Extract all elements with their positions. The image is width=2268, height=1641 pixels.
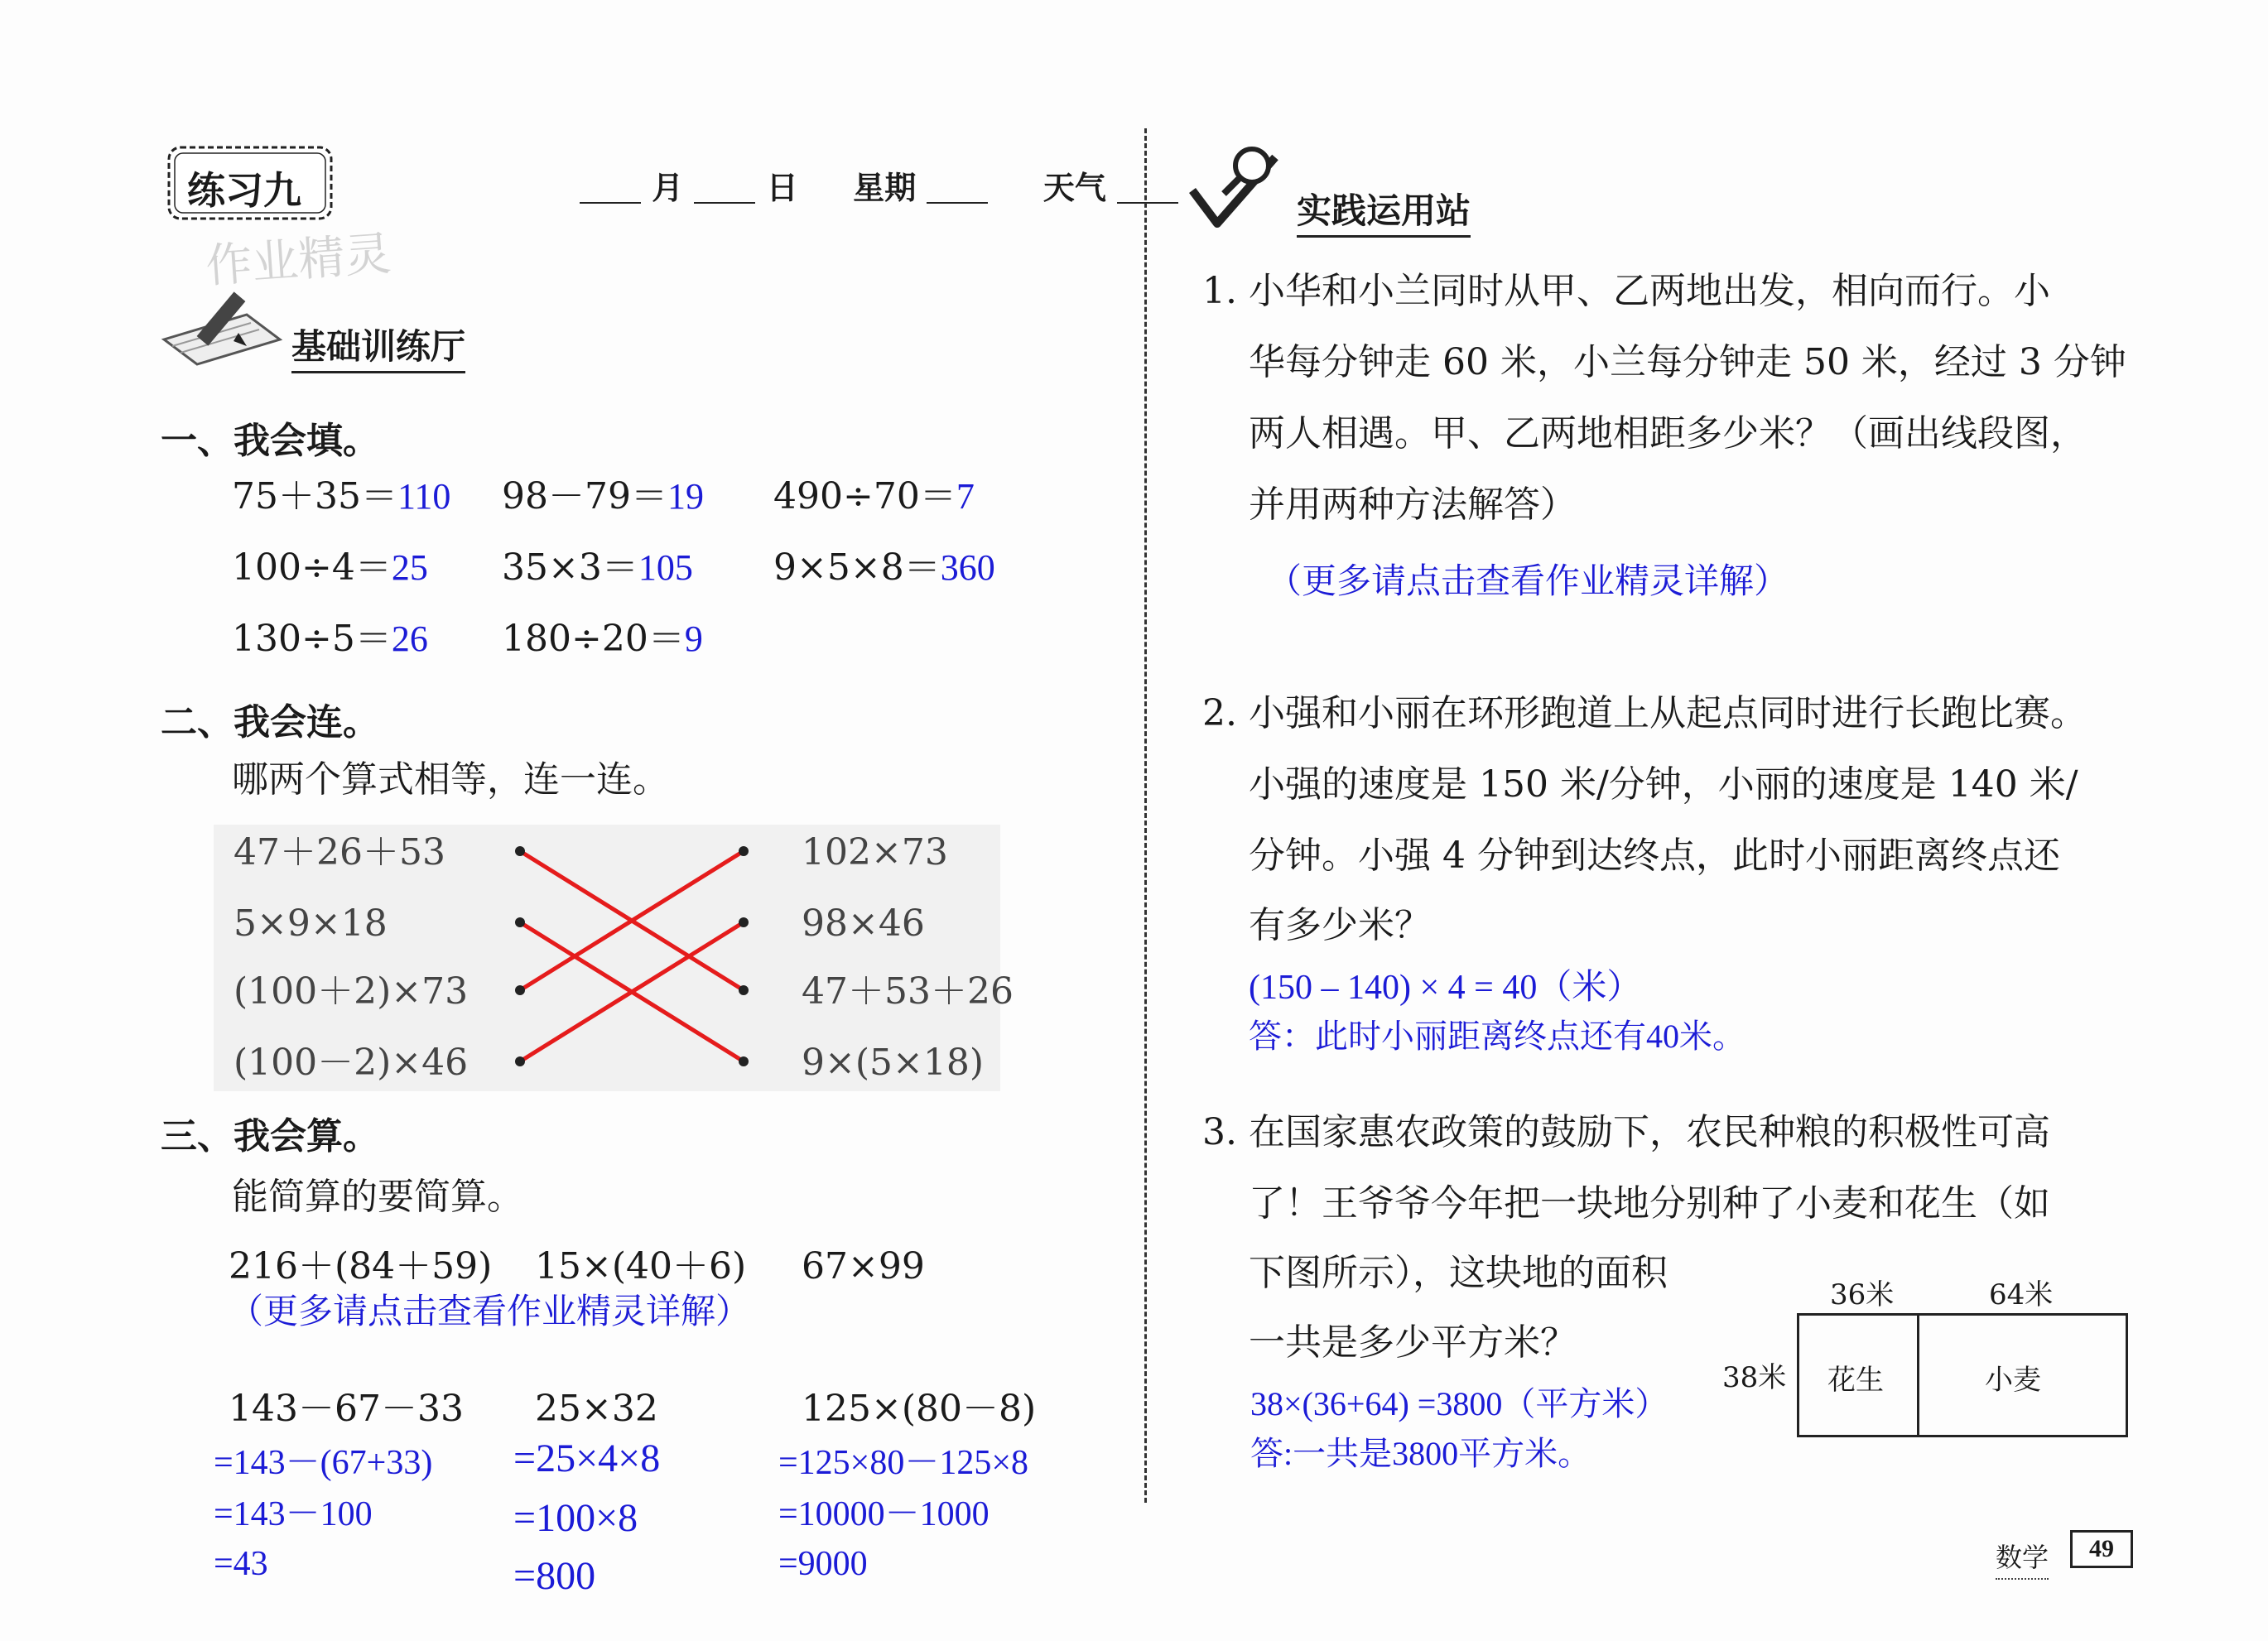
field-area-diagram xyxy=(1722,1272,2136,1470)
q3-answer-calc: 38×(36+64) =3800（平方米） xyxy=(1250,1385,1668,1422)
answer: 19 xyxy=(667,476,704,517)
answer: 105 xyxy=(638,547,693,588)
exercise-title: 练习九 xyxy=(187,168,301,213)
fill-item: 35×3＝105 xyxy=(502,546,693,589)
q2-answer-text: 答：此时小丽距离终点还有40米。 xyxy=(1249,1018,1746,1055)
match-right-item[interactable]: 98×46 xyxy=(802,902,925,945)
q2-line: 分钟。小强 4 分钟到达终点，此时小丽距离终点还 xyxy=(1249,835,2060,877)
page-number: 49 xyxy=(2070,1530,2133,1568)
match-left-item[interactable]: (100－2)×46 xyxy=(234,1042,469,1084)
more-solutions-link[interactable]: （更多请点击查看作业精灵详解） xyxy=(1267,563,1789,601)
calc-problem: 125×(80－8) xyxy=(802,1388,1037,1430)
solution-step: =125×80－125×8 xyxy=(778,1444,1029,1482)
solution-step: =10000－1000 xyxy=(778,1495,990,1533)
solution-step: =143－100 xyxy=(214,1495,373,1533)
subject-label: 数学 xyxy=(1996,1537,2049,1580)
calc-problem: 143－67－33 xyxy=(229,1388,464,1430)
field-rectangle xyxy=(1797,1313,2128,1437)
q2-line: 小强的速度是 150 米/分钟，小丽的速度是 140 米/ xyxy=(1249,763,2078,806)
fill-item: 130÷5＝26 xyxy=(232,618,428,660)
match-right-item[interactable]: 47＋53＋26 xyxy=(802,970,1014,1013)
weekday-label: 星期 xyxy=(853,170,917,206)
month-blank[interactable] xyxy=(580,172,641,204)
calc-problem: 15×(40＋6) xyxy=(535,1245,747,1287)
wheat-cell-label: 小麦 xyxy=(1985,1364,2041,1397)
section-heading-practice: 实践运用站 xyxy=(1297,184,1471,238)
answer: 360 xyxy=(940,547,995,588)
width-label-wheat: 64米 xyxy=(1989,1278,2054,1311)
calc-problem: 216＋(84＋59) xyxy=(229,1245,493,1287)
solution-step: =25×4×8 xyxy=(513,1436,661,1480)
match-left-item[interactable]: (100＋2)×73 xyxy=(234,970,469,1013)
q3-line: 一共是多少平方米？ xyxy=(1249,1321,1577,1364)
magnifier-check-icon xyxy=(1184,141,1292,235)
fill-item: 100÷4＝25 xyxy=(232,546,428,589)
center-divider xyxy=(1144,128,1147,1503)
month-label: 月 xyxy=(652,170,684,206)
solution-step: =9000 xyxy=(778,1545,868,1583)
width-label-peanut: 36米 xyxy=(1830,1278,1895,1311)
part2-title: 二、我会连。 xyxy=(161,701,379,744)
day-label: 日 xyxy=(766,170,798,206)
part1-title: 一、我会填。 xyxy=(161,420,379,462)
fill-item: 490÷70＝7 xyxy=(773,475,975,517)
answer: 7 xyxy=(956,476,975,517)
q2-answer-calc: (150 – 140) × 4 = 40（米） xyxy=(1249,969,1642,1007)
date-weather-line xyxy=(580,172,1178,204)
q1-line: 并用两种方法解答） xyxy=(1249,484,1577,526)
answer: 26 xyxy=(391,618,428,659)
peanut-cell-label: 花生 xyxy=(1827,1364,1884,1397)
section-heading-basic: 基础训练厅 xyxy=(291,320,465,373)
q3-answer-text: 答:一共是3800平方米。 xyxy=(1250,1435,1591,1472)
fill-item: 180÷20＝9 xyxy=(502,618,703,660)
calc-problem: 67×99 xyxy=(802,1245,925,1287)
match-right-item[interactable]: 9×(5×18) xyxy=(802,1042,985,1084)
q3-line: 3. 在国家惠农政策的鼓励下，农民种粮的积极性可高 xyxy=(1202,1111,2050,1153)
part3-instruction: 能简算的要简算。 xyxy=(232,1176,523,1218)
match-left-item[interactable]: 47＋26＋53 xyxy=(234,831,445,873)
q2-line: 有多少米？ xyxy=(1249,904,1431,946)
match-right-item[interactable]: 102×73 xyxy=(802,831,948,873)
solution-step: =143－(67+33) xyxy=(214,1444,433,1482)
solution-step: =800 xyxy=(513,1554,596,1598)
matching-panel xyxy=(214,825,1014,1091)
solution-step: =43 xyxy=(214,1545,268,1583)
weather-blank[interactable] xyxy=(1117,172,1178,204)
solution-step: =100×8 xyxy=(513,1496,638,1540)
q3-line: 下图所示），这块地的面积 xyxy=(1249,1252,1668,1294)
fill-item: 75＋35＝110 xyxy=(232,475,451,517)
match-left-item[interactable]: 5×9×18 xyxy=(234,902,388,945)
q1-line: 华每分钟走 60 米，小兰每分钟走 50 米，经过 3 分钟 xyxy=(1249,341,2126,383)
q1-line: 1. 小华和小兰同时从甲、乙两地出发，相向而行。小 xyxy=(1202,270,2050,312)
q2-line: 2. 小强和小丽在环形跑道上从起点同时进行长跑比赛。 xyxy=(1202,692,2087,734)
fill-item: 9×5×8＝360 xyxy=(773,546,995,589)
part3-title: 三、我会算。 xyxy=(161,1115,379,1157)
more-solutions-link[interactable]: （更多请点击查看作业精灵详解） xyxy=(229,1293,751,1331)
answer: 110 xyxy=(397,476,451,517)
fill-item: 98－79＝19 xyxy=(502,475,704,517)
exercise-title-box xyxy=(162,141,338,225)
pencil-book-icon xyxy=(156,282,288,376)
field-divider xyxy=(1917,1316,1919,1435)
weather-label: 天气 xyxy=(1043,170,1106,206)
watermark: 作业精灵 xyxy=(204,227,393,294)
answer: 9 xyxy=(684,618,703,659)
weekday-blank[interactable] xyxy=(927,172,988,204)
q1-line: 两人相遇。甲、乙两地相距多少米？（画出线段图， xyxy=(1249,412,2087,455)
day-blank[interactable] xyxy=(694,172,755,204)
part2-instruction: 哪两个算式相等，连一连。 xyxy=(232,758,669,801)
q3-line: 了！王爷爷今年把一块地分别种了小麦和花生（如 xyxy=(1249,1182,2050,1225)
height-label: 38米 xyxy=(1722,1361,1787,1394)
calc-problem: 25×32 xyxy=(535,1388,658,1430)
answer: 25 xyxy=(391,547,428,588)
